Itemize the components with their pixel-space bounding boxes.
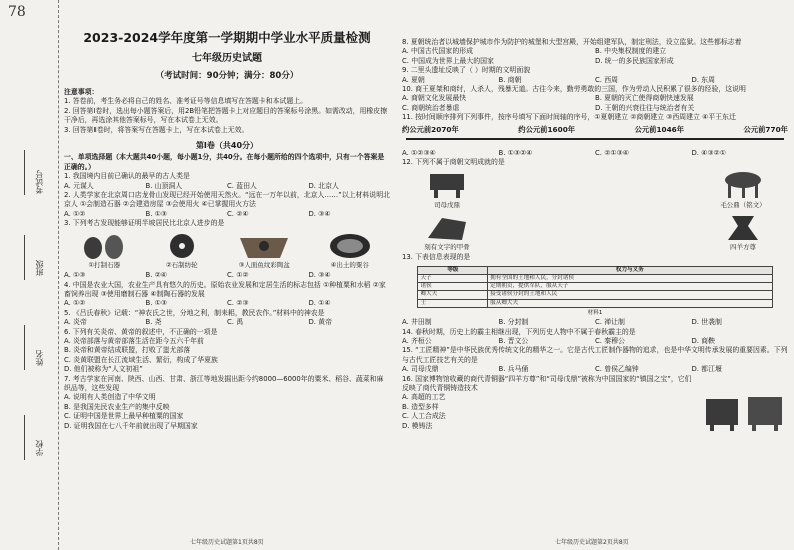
table-row <box>418 291 772 299</box>
artifact-caption: ③人面鱼纹彩陶盆 <box>238 260 290 269</box>
option: A. ①② <box>64 209 86 218</box>
painted-pottery-basin-image <box>236 232 292 260</box>
oracle-bone-image <box>422 214 472 242</box>
table-row <box>418 283 772 291</box>
margin-label-school: 学校 <box>35 440 44 456</box>
notice-item: 3. 回答第Ⅱ卷时，将答案写在答题卡上，写在本试卷上无效。 <box>64 125 249 134</box>
notice-block <box>64 88 390 135</box>
option: C. 曾侯乙编钟 <box>595 365 639 374</box>
question-15 <box>402 346 788 374</box>
question-stem: 12. 下列不属于商朝文明成就的是 <box>402 158 505 167</box>
question-8 <box>402 38 788 66</box>
question-stem: 11. 按时间顺序排列下列事件，按序号填写下面时间轴的序号，①夏朝建立 ②商朝建立 ③西周建立 ④平王东迁 <box>402 113 736 122</box>
question-14 <box>402 328 788 347</box>
notice-title: 注意事项： <box>64 88 99 96</box>
question-9 <box>402 66 788 85</box>
table-row <box>418 274 772 282</box>
option: A. 齐桓公 <box>402 336 432 345</box>
question-11 <box>402 113 788 158</box>
option: B. ①③②④ <box>498 148 533 157</box>
question-options <box>402 47 788 66</box>
question-options <box>402 318 788 327</box>
exam-time-info: （考试时间：90分钟；满分：80分） <box>155 71 299 81</box>
question-options <box>64 318 390 327</box>
question-options <box>64 271 390 280</box>
question-stem: 7. 考古学家在河南、陕西、山西、甘肃、浙江等地发掘出距今约8000—6000年的粟米、稻谷、蔬菜和麻织品等，这些发现 <box>64 374 384 392</box>
timeline-date: 约公元前2070年 <box>402 124 459 134</box>
option: C. ①② <box>227 271 249 280</box>
option: D. 他们被称为“人文初祖” <box>64 365 143 374</box>
option: B. 尧 <box>145 318 162 327</box>
question-4 <box>64 281 390 309</box>
option: A. 炎帝部落与黄帝部落生活在距今五六千年前 <box>64 336 204 345</box>
table-cell: 卿大夫 <box>418 291 488 299</box>
artifact-caption: ④出土的粟谷 <box>330 260 369 269</box>
artifact <box>718 170 768 210</box>
artifact <box>718 214 768 252</box>
bronze-tripod-image <box>718 170 768 200</box>
question-stem: 3. 下列考古发现能够证明半坡居民比北京人进步的是 <box>64 219 225 228</box>
margin-label-exam-id: 考试号 <box>35 170 44 194</box>
question-stem: 2. 人类学家在北京周口店龙骨山发现已经开始使用天然火。“远在一万年以前，北京人……”以上材料说明北京人 ①会制造石器 ②会建造房屋 ③会使用火 ④已掌握用火方法 <box>64 191 390 209</box>
option: D. 北京人 <box>308 181 339 190</box>
margin-label-name: 姓名 <box>35 350 44 366</box>
option: C. 西周 <box>595 75 618 84</box>
artifact <box>422 170 472 210</box>
option: C. 禹 <box>227 318 244 327</box>
page-2-footer: 七年级历史试题第2页共8页 <box>555 539 629 546</box>
question-2 <box>64 191 390 219</box>
table-header: 等级 <box>418 266 488 274</box>
option: D. 世袭制 <box>691 318 722 327</box>
question-13 <box>402 253 788 327</box>
artifact <box>81 232 127 270</box>
timeline-date: 公元前770年 <box>743 124 788 134</box>
option: A. 高超的工艺 <box>402 393 446 402</box>
option: B. 夏朝的灭亡使得商朝快速发展 <box>595 94 694 103</box>
page-1-footer: 七年级历史试题第1页共8页 <box>190 539 264 546</box>
binding-margin <box>0 0 59 550</box>
question-stem: 1. 我国境内目前已确认的最早的古人类是 <box>64 172 190 181</box>
option: B. ②④ <box>145 271 167 280</box>
question-6 <box>64 328 390 375</box>
question-options <box>64 182 390 191</box>
question-stem: 9. 二里头遗址反映了（ ）时期的文明面貌 <box>402 66 531 75</box>
option: B. 晋文公 <box>498 336 529 345</box>
timeline-date: 约公元前1600年 <box>518 124 576 134</box>
option: D. 东周 <box>691 75 715 84</box>
option: A. ①③ <box>64 271 86 280</box>
question-16 <box>402 375 788 431</box>
option: B. ①③ <box>145 209 167 218</box>
question-stem: 13. 下表信息表现的是 <box>402 253 471 262</box>
option: A. 说明有人类创造了中华文明 <box>64 393 156 402</box>
option: C. 炎黄联盟在长江流域生活、繁衍，构成了华夏族 <box>64 355 218 364</box>
artifact <box>236 232 292 270</box>
option: C. 蓝田人 <box>227 181 257 190</box>
question-1 <box>64 172 390 191</box>
page-1-column <box>64 8 390 431</box>
question-options <box>402 149 788 158</box>
question-options <box>402 337 788 346</box>
option: B. 山顶洞人 <box>145 181 183 190</box>
table-cell: 士 <box>418 299 488 307</box>
option: D. 统一的多民族国家形成 <box>595 56 674 65</box>
option: A. 商朝文化发展最快 <box>402 94 467 103</box>
question-options <box>64 210 390 219</box>
artifact-caption: 司母戊鼎 <box>434 201 460 210</box>
artifact-images <box>402 170 788 210</box>
stone-tool-image <box>81 232 127 260</box>
exam-title: 2023-2024学年度第一学期期中学业水平质量检测 <box>83 30 371 45</box>
question-stem: 6. 下列有关炎帝、黄帝的叙述中，不正确的一项是 <box>64 327 218 336</box>
table-row <box>418 299 772 307</box>
question-stem: 4. 中国是农业大国，农业生产具有悠久的历史。原始农业发展和定居生活的标志包括 ①种植粟和水稻 ②家畜饲养出现 ③使用磨制石器 ④制陶石器的发展 <box>64 280 386 298</box>
option: C. 禅让制 <box>595 318 625 327</box>
question-stem: 16. 国家博物馆收藏的商代青铜器“四羊方尊”和“司母戊鼎”被称为中国国家的“镇国之宝”，它们反映了商代青铜铸造技术 <box>402 374 692 392</box>
question-10 <box>402 85 788 113</box>
option: A. 中国古代国家的形成 <box>402 47 473 56</box>
table-header: 权力与义务 <box>488 266 772 274</box>
margin-line <box>24 150 25 195</box>
notice-item: 1. 答卷前，考生务必将自己的姓名、准考证号等信息填写在答题卡和本试题上。 <box>64 97 308 106</box>
option: C. ②①③④ <box>595 148 629 157</box>
notice-item: 2. 回答第Ⅰ卷时，选出每小题答案后，用2B铅笔把答题卡上对应题目的答案标号涂黑。如需改动，用橡皮擦干净后，再选涂其他答案标号，写在本试卷上无效。 <box>64 106 388 125</box>
question-stem: 14. 春秋时期，历史上的霸主相继出现，下列历史人物中不属于春秋霸主的是 <box>402 327 636 336</box>
option: D. 模铸法 <box>402 421 433 430</box>
info-table <box>417 266 772 308</box>
option: C. 人工合成法 <box>402 412 446 421</box>
spindle-whorl-image <box>162 232 202 260</box>
option: C. 证明中国是世界上最早种植粟的国家 <box>64 412 184 421</box>
artifact-caption: 刻有文字的甲骨 <box>424 242 470 251</box>
artifact-caption: ②石制纺轮 <box>165 260 198 269</box>
question-options <box>402 76 788 85</box>
table-cell: 诸侯 <box>418 283 488 291</box>
option: A. 炎帝 <box>64 318 87 327</box>
question-options <box>64 337 390 375</box>
option: C. 秦穆公 <box>595 336 625 345</box>
option: B. 分封制 <box>498 318 529 327</box>
question-12 <box>402 158 788 252</box>
question-stem: 8. 夏朝统治者以城墙保护城市作为防护的城堡和大型宫殿，开始组建军队，制定刑法，设立监狱。这些都标志着 <box>402 38 742 46</box>
margin-line <box>24 325 25 370</box>
option: D. 王朝的兴衰往往与统治者有关 <box>595 103 695 112</box>
option: B. 是我国先民农业生产的集中反映 <box>64 402 170 411</box>
artifact <box>327 232 373 270</box>
table-cell: 服从卿大夫 <box>488 299 772 307</box>
option: D. ④③②① <box>691 148 726 157</box>
option: C. ②④ <box>227 209 249 218</box>
option: D. 商鞅 <box>691 336 715 345</box>
bronze-vessels-image <box>702 393 786 433</box>
table-cell: 接受诸侯分封的土地和人民 <box>488 291 772 299</box>
option: D. ③④ <box>308 271 331 280</box>
millet-grain-image <box>327 232 373 260</box>
section-heading: 一、单项选择题（本大题共40小题，每小题1分，共40分。在每小题所给的四个选项中，只有一个答案是正确的。） <box>64 153 385 171</box>
table-caption: 材料1 <box>587 309 603 316</box>
option: A. 司母戊鼎 <box>402 365 439 374</box>
question-options <box>402 365 788 374</box>
option: A. 井田制 <box>402 318 432 327</box>
option: B. 中央集权制度的建立 <box>595 47 667 56</box>
option: C. 中国成为世界上最大的国家 <box>402 56 494 65</box>
margin-label-class: 班级 <box>35 260 44 276</box>
option: B. 兵马俑 <box>498 365 529 374</box>
timeline-date: 公元前1046年 <box>634 124 685 134</box>
timeline-labels <box>402 125 788 134</box>
option: A. 元谋人 <box>64 181 94 190</box>
timeline <box>402 125 788 147</box>
option: D. 都江堰 <box>691 365 722 374</box>
question-3 <box>64 219 390 280</box>
question-options <box>402 94 788 113</box>
margin-line <box>24 235 25 280</box>
part-1-title: 第Ⅰ卷（共40分） <box>195 141 259 151</box>
option: D. ③④ <box>308 209 331 218</box>
artifact <box>422 214 472 252</box>
question-options <box>64 299 390 308</box>
margin-line <box>24 415 25 460</box>
option: B. 炎帝和黄帝结成联盟，打败了蚩尤部落 <box>64 346 191 355</box>
question-stem: 5. 《吕氏春秋》记载：“神农氏之世，分地之利，制耒耜，教民农作。”材料中的神农是 <box>64 308 325 317</box>
artifact <box>162 232 202 270</box>
option: A. ①②③④ <box>402 148 436 157</box>
question-stem: 10. 商王夏桀和商纣，人杀人，残暴无道。古往今来，勤劳勇敢的三国，作为劳动人民积累了很多的经验，这说明 <box>402 85 746 94</box>
option: D. 黄帝 <box>308 318 332 327</box>
artifact-caption: 毛公鼎（铭文） <box>720 201 766 210</box>
option: B. 商朝 <box>498 75 522 84</box>
exam-subtitle: 七年级历史试题 <box>192 53 262 64</box>
question-7 <box>64 375 390 431</box>
question-options <box>64 393 390 431</box>
artifact-images <box>64 232 390 270</box>
artifact-images <box>402 214 788 252</box>
page-2-column <box>402 38 788 431</box>
option: B. 造型多样 <box>402 402 439 411</box>
option: A. 夏朝 <box>402 75 425 84</box>
table-cell: 天子 <box>418 274 488 282</box>
artifact-caption: 四羊方尊 <box>730 242 756 251</box>
handwritten-mark: 78 <box>8 4 26 20</box>
question-stem: 15. “工匠精神”是中华民族优秀传统文化的精华之一。它是古代工匠制作器物的追求，也是中华文明传承发展的重要因素。下列与古代工匠技艺有关的是 <box>402 346 788 364</box>
table-cell: 定期朝贡，提供军队，服从天子 <box>488 283 772 291</box>
option: C. 商朝统治者暴虐 <box>402 103 460 112</box>
option: D. ①④ <box>308 299 331 308</box>
question-5 <box>64 309 390 328</box>
timeline-axis <box>406 138 784 140</box>
option: C. ②③ <box>227 299 249 308</box>
option: B. ①③ <box>145 299 167 308</box>
artifact-caption: ①打制石器 <box>88 260 121 269</box>
four-ram-zun-image <box>718 214 768 242</box>
table-cell: 拥有全国的土地和人民，分封诸侯 <box>488 274 772 282</box>
option: A. ①② <box>64 299 86 308</box>
bronze-ding-image <box>422 170 472 200</box>
option: D. 证明我国在七八千年前就出现了早期国家 <box>64 421 198 430</box>
